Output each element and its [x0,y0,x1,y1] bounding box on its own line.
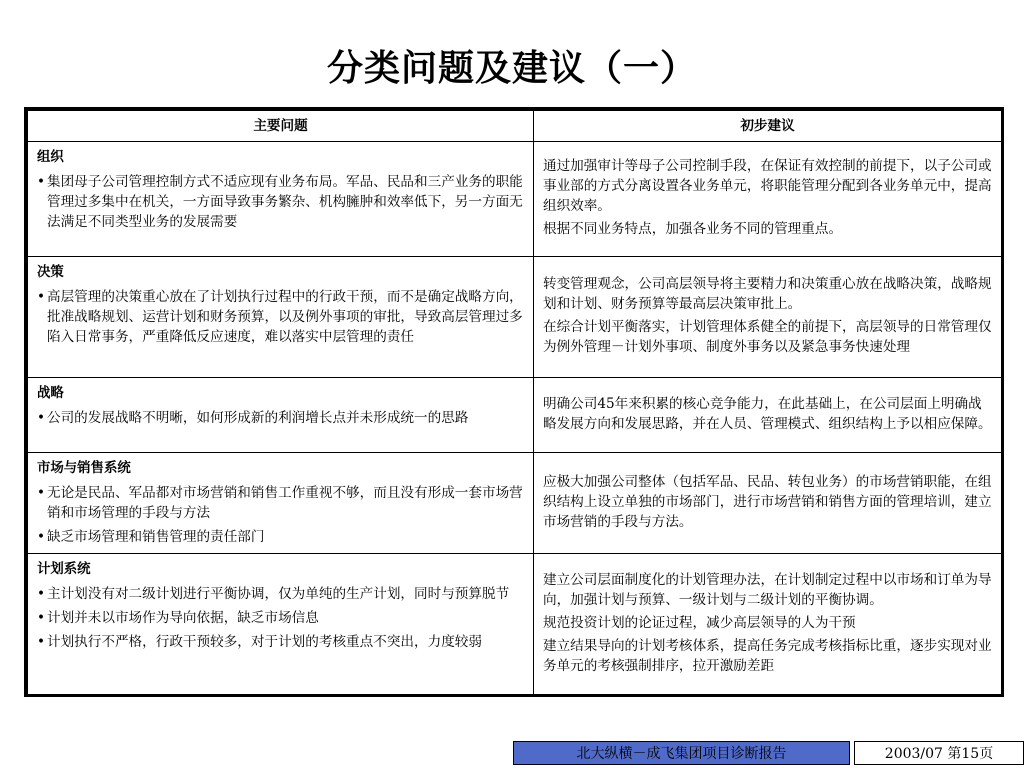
footer-report-name: 北大纵横－成飞集团项目诊断报告 [513,741,850,765]
bullet-icon: • [37,610,46,626]
table-header-row [28,111,1002,142]
bullet-icon: • [37,410,46,426]
table-row [28,378,1002,453]
bullet-icon: • [37,485,46,501]
category-label: 决策 [37,265,64,280]
category-label: 组织 [37,150,64,165]
suggestion-item: 通过加强审计等母子公司控制手段，在保证有效控制的前提下，以子公司或事业部的方式分离设置各业务单元，将职能管理分配到各业务单元中，提高组织效率。 [543,158,992,214]
table-row [28,554,1002,696]
bullet-icon: • [37,289,46,305]
suggestion-item: 应极大加强公司整体（包括军品、民品、转包业务）的市场营销职能，在组织结构上设立单独的市场部门，进行市场营销和销售方面的管理培训，建立市场营销的手段与方法。 [543,473,992,530]
problem-item: • 主计划没有对二级计划进行平衡协调，仅为单纯的生产计划，同时与预算脱节 [37,586,510,602]
problem-item: • 无论是民品、军品都对市场营销和销售工作重视不够，而且没有形成一套市场营销和市场管理的手段与方法 [37,485,523,521]
category-label: 计划系统 [37,562,91,577]
category-label: 战略 [37,386,64,401]
problem-item: • 公司的发展战略不明晰，如何形成新的利润增长点并未形成统一的思路 [37,410,469,426]
bullet-icon: • [37,586,46,602]
suggestion-item: 在综合计划平衡落实，计划管理体系健全的前提下，高层领导的日常管理仅为例外管理－计划外事项、制度外事务以及紧急事务快速处理 [543,319,992,355]
header-suggestions: 初步建议 [534,111,1002,142]
suggestion-item: 明确公司45年来积累的核心竞争能力，在此基础上，在公司层面上明确战略发展方向和发展思路，并在人员、管理模式、组织结构上予以相应保障。 [543,395,992,432]
problem-item: • 缺乏市场管理和销售管理的责任部门 [37,529,265,545]
problem-item: • 计划并未以市场作为导向依据，缺乏市场信息 [37,610,319,626]
bullet-icon: • [37,174,46,190]
footer-page-info: 2003/07 第15页 [854,741,1024,765]
issues-table [27,110,1002,696]
bullet-icon: • [37,634,46,650]
table-row [28,453,1002,554]
problem-item: • 计划执行不严格，行政干预较多，对于计划的考核重点不突出，力度较弱 [37,634,482,650]
problem-item: • 集团母子公司管理控制方式不适应现有业务布局。军品、民品和三产业务的职能管理过多集中在机关，一方面导致事务繁杂、机构臃肿和效率低下，另一方面无法满足不同类型业务的发展需要 [37,174,523,230]
problem-item: • 高层管理的决策重心放在了计划执行过程中的行政干预，而不是确定战略方向，批准战略规划、运营计划和财务预算，以及例外事项的审批，导致高层管理过多陷入日常事务，严重降低反应速度，难以落实中层管理的责任 [37,289,523,345]
suggestion-item: 根据不同业务特点，加强各业务不同的管理重点。 [543,221,843,237]
page-title: 分类问题及建议（一） [326,48,697,89]
suggestion-item: 建立结果导向的计划考核体系，提高任务完成考核指标比重，逐步实现对业务单元的考核强制排序，拉开激励差距 [543,638,992,674]
header-problems: 主要问题 [28,111,534,142]
table-row [28,142,1002,257]
bullet-icon: • [37,529,46,545]
suggestion-item: 规范投资计划的论证过程，减少高层领导的人为干预 [543,615,856,631]
category-label: 市场与销售系统 [37,461,131,476]
suggestion-item: 转变管理观念，公司高层领导将主要精力和决策重心放在战略决策，战略规划和计划、财务预算等最高层决策审批上。 [543,276,992,312]
table-row [28,257,1002,378]
suggestion-item: 建立公司层面制度化的计划管理办法，在计划制定过程中以市场和订单为导向，加强计划与预算、一级计划与二级计划的平衡协调。 [543,572,992,608]
